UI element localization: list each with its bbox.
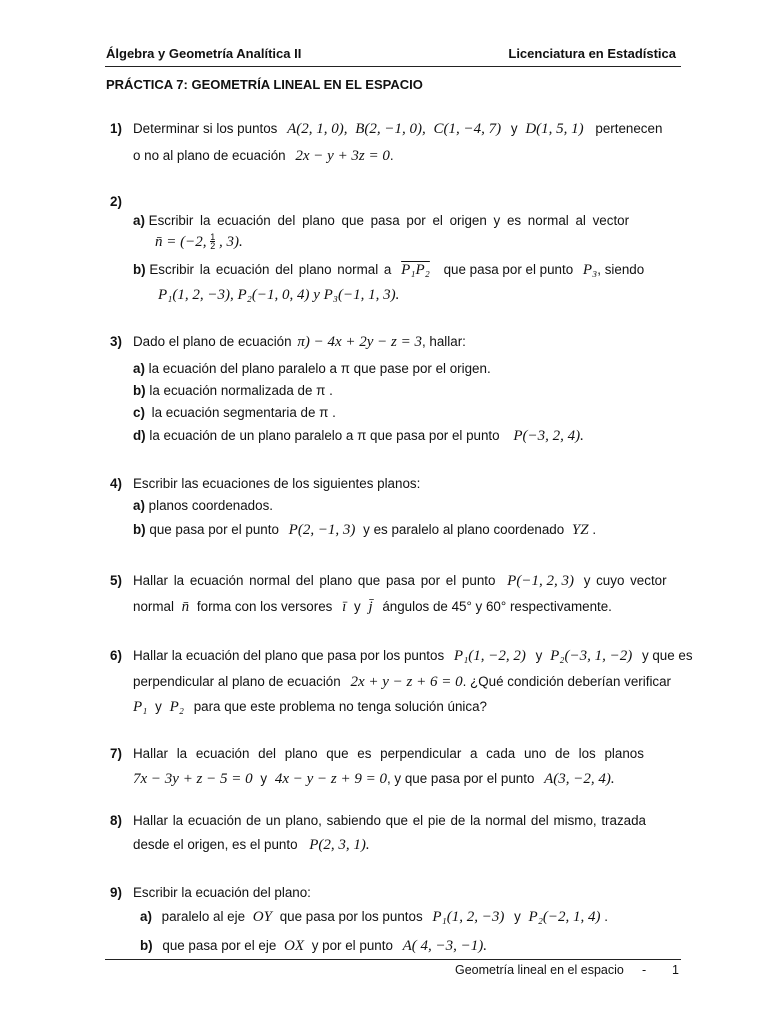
problem-3d xyxy=(133,427,584,445)
point-P: P(−3, 2, 4). xyxy=(513,428,584,444)
axis-OX: OX xyxy=(284,938,305,954)
problem-9a xyxy=(140,908,608,926)
item-text: la ecuación normalizada de π . xyxy=(149,383,333,398)
item-text-2: que pasa por el punto xyxy=(443,262,574,277)
problem-1-text-end: pertenecen xyxy=(595,121,663,136)
item-text: la ecuación del plano paralelo a π que pase por el origen. xyxy=(148,361,491,376)
item-text: Escribir la ecuación del plano que pasa por el origen y es normal al vector xyxy=(148,213,630,228)
footer-text: Geometría lineal en el espacio xyxy=(455,963,624,977)
line-text-end: y cuyo vector xyxy=(583,573,667,588)
item-text: planos coordenados. xyxy=(148,498,273,513)
plane-equation-1: 7x − 3y + z − 5 = 0 xyxy=(133,771,253,787)
conjunction: y xyxy=(510,121,518,136)
header-rule xyxy=(105,66,681,67)
problem-7-line-2 xyxy=(133,770,615,788)
item-label: a) xyxy=(140,909,152,924)
problem-2b xyxy=(133,261,644,279)
point-P3-label: P₃ xyxy=(582,262,598,278)
point-P1: P₁(1, 2, −3) xyxy=(432,909,505,925)
item-text: que pasa por el eje xyxy=(162,938,277,953)
line-text: para que este problema no tenga solución única? xyxy=(193,699,488,714)
intro-text: Dado el plano de ecuación xyxy=(133,334,292,349)
problem-1-line-1 xyxy=(133,120,662,138)
plane-equation: 2x + y − z + 6 = 0 xyxy=(350,674,463,690)
point-P2: P₂(−2, 1, 4) xyxy=(528,909,601,925)
footer-rule xyxy=(105,959,681,960)
page-title: PRÁCTICA 7: GEOMETRÍA LINEAL EN EL ESPACIO xyxy=(106,77,423,92)
problem-5-line-1 xyxy=(133,572,667,590)
conjunction: y xyxy=(260,771,268,786)
line-text: desde el origen, es el punto xyxy=(133,837,298,852)
vector-n-end: , 3). xyxy=(218,234,243,250)
problem-1-text: Determinar si los puntos xyxy=(133,121,278,136)
conjunction: y xyxy=(155,699,162,714)
problem-8-line-1: Hallar la ecuación de un plano, sabiendo que el pie de la normal del mismo, trazada xyxy=(133,813,646,828)
fraction-numerator: 1 xyxy=(210,232,216,242)
problem-5-number: 5) xyxy=(110,573,122,588)
line-text: Hallar la ecuación del plano que pasa por los puntos xyxy=(133,648,445,663)
problem-2-number: 2) xyxy=(110,194,122,209)
line-text-end: y que es xyxy=(641,648,693,663)
item-label: a) xyxy=(133,361,145,376)
item-text: Escribir la ecuación del plano normal a xyxy=(149,262,392,277)
fraction-one-half xyxy=(210,233,215,250)
item-label: a) xyxy=(133,498,145,513)
item-label: b) xyxy=(133,522,146,537)
item-text-2: que pasa por los puntos xyxy=(279,909,423,924)
point-A: A(3, −2, 4). xyxy=(544,771,615,787)
intro-text-end: , hallar: xyxy=(421,334,466,349)
problem-1-text-2: o no al plano de ecuación xyxy=(133,148,286,163)
axis-OY: OY xyxy=(252,909,272,925)
item-text-2: y es paralelo al plano coordenado xyxy=(363,522,565,537)
conjunction: y xyxy=(514,909,521,924)
line-text-end: . ¿Qué condición deberían verificar xyxy=(462,674,672,689)
segment-P1P2: P₁P₂ xyxy=(401,262,430,278)
problem-3-intro xyxy=(133,333,466,351)
problem-6-line-3 xyxy=(133,698,487,716)
problem-8-line-2 xyxy=(133,836,370,854)
problem-1-number: 1) xyxy=(110,121,122,136)
point-B: B(2, −1, 0), xyxy=(355,121,426,137)
problem-3c xyxy=(133,404,336,422)
fraction-denominator: 2 xyxy=(210,241,216,251)
plane-equation-2: 4x − y − z + 9 = 0 xyxy=(274,771,387,787)
item-label: b) xyxy=(133,383,146,398)
plane-YZ: YZ xyxy=(571,522,589,538)
problem-6-line-2 xyxy=(133,673,671,691)
item-label: a) xyxy=(133,213,145,228)
points-list: P₁(1, 2, −3), P₂(−1, 0, 4) y P₃(−1, 1, 3). xyxy=(158,287,400,303)
line-text: , y que pasa por el punto xyxy=(386,771,535,786)
problem-4-intro: Escribir las ecuaciones de los siguientes planos: xyxy=(133,476,421,491)
vector-n: n̄ xyxy=(181,599,190,615)
item-label: b) xyxy=(133,262,146,277)
line-text-3: ángulos de 45° y 60° respectivamente. xyxy=(382,599,612,614)
plane-equation: 2x − y + 3z = 0 xyxy=(295,148,390,164)
period: . xyxy=(604,909,609,924)
point-P2-label: P₂ xyxy=(169,699,184,715)
item-label: b) xyxy=(140,938,153,953)
problem-4b xyxy=(133,521,596,539)
problem-4a xyxy=(133,497,273,515)
problem-7-line-1: Hallar la ecuación del plano que es perpendicular a cada uno de los planos xyxy=(133,746,644,761)
problem-6-number: 6) xyxy=(110,648,122,663)
problem-2a xyxy=(133,212,629,230)
point-A: A(2, 1, 0), xyxy=(287,121,348,137)
point-P: P(2, 3, 1). xyxy=(309,837,370,853)
item-text: la ecuación de un plano paralelo a π que pasa por el punto xyxy=(149,428,500,443)
footer-separator: - xyxy=(642,963,647,977)
item-text-3: , siendo xyxy=(597,262,645,277)
point-D: D(1, 5, 1) xyxy=(525,121,584,137)
line-text-2: forma con los versores xyxy=(196,599,333,614)
problem-3a xyxy=(133,360,491,378)
problem-1-line-2 xyxy=(133,147,394,165)
line-text: Hallar la ecuación normal del plano que pasa por el punto xyxy=(133,573,496,588)
problem-6-line-1 xyxy=(133,647,693,665)
point-C: C(1, −4, 7) xyxy=(433,121,502,137)
problem-2a-vector xyxy=(155,233,243,251)
point-A: A( 4, −3, −1). xyxy=(402,938,488,954)
point-P1: P₁(1, −2, 2) xyxy=(453,648,526,664)
problem-9b xyxy=(140,937,487,955)
item-text: paralelo al eje xyxy=(161,909,246,924)
period: . xyxy=(592,522,597,537)
problem-3-number: 3) xyxy=(110,334,122,349)
item-text: que pasa por el punto xyxy=(149,522,279,537)
point-P: P(−1, 2, 3) xyxy=(507,573,574,589)
line-text: perpendicular al plano de ecuación xyxy=(133,674,341,689)
problem-9-number: 9) xyxy=(110,885,122,900)
item-text: la ecuación segmentaria de π . xyxy=(151,405,336,420)
conjunction: y xyxy=(535,648,543,663)
item-label: d) xyxy=(133,428,146,443)
versor-j: j̄ xyxy=(368,599,373,615)
item-label: c) xyxy=(133,405,145,420)
problem-9-intro: Escribir la ecuación del plano: xyxy=(133,885,311,900)
line-text: normal xyxy=(133,599,174,614)
problem-3b xyxy=(133,382,333,400)
point-P: P(2, −1, 3) xyxy=(288,522,356,538)
point-P2: P₂(−3, 1, −2) xyxy=(550,648,633,664)
vector-n: n̄ = (−2, xyxy=(155,234,207,250)
item-text-2: y por el punto xyxy=(311,938,393,953)
page-number: 1 xyxy=(672,963,679,977)
header-right: Licenciatura en Estadística xyxy=(508,46,676,61)
header-left: Álgebra y Geometría Analítica II xyxy=(106,46,302,61)
problem-7-number: 7) xyxy=(110,746,122,761)
problem-8-number: 8) xyxy=(110,813,122,828)
period: . xyxy=(389,148,394,163)
problem-2b-points xyxy=(158,286,399,304)
point-P1-label: P₁ xyxy=(133,699,148,715)
conjunction: y xyxy=(354,599,361,614)
problem-4-number: 4) xyxy=(110,476,122,491)
problem-5-line-2 xyxy=(133,598,612,616)
plane-equation: π) − 4x + 2y − z = 3 xyxy=(297,334,422,350)
versor-i: ī xyxy=(342,599,347,615)
